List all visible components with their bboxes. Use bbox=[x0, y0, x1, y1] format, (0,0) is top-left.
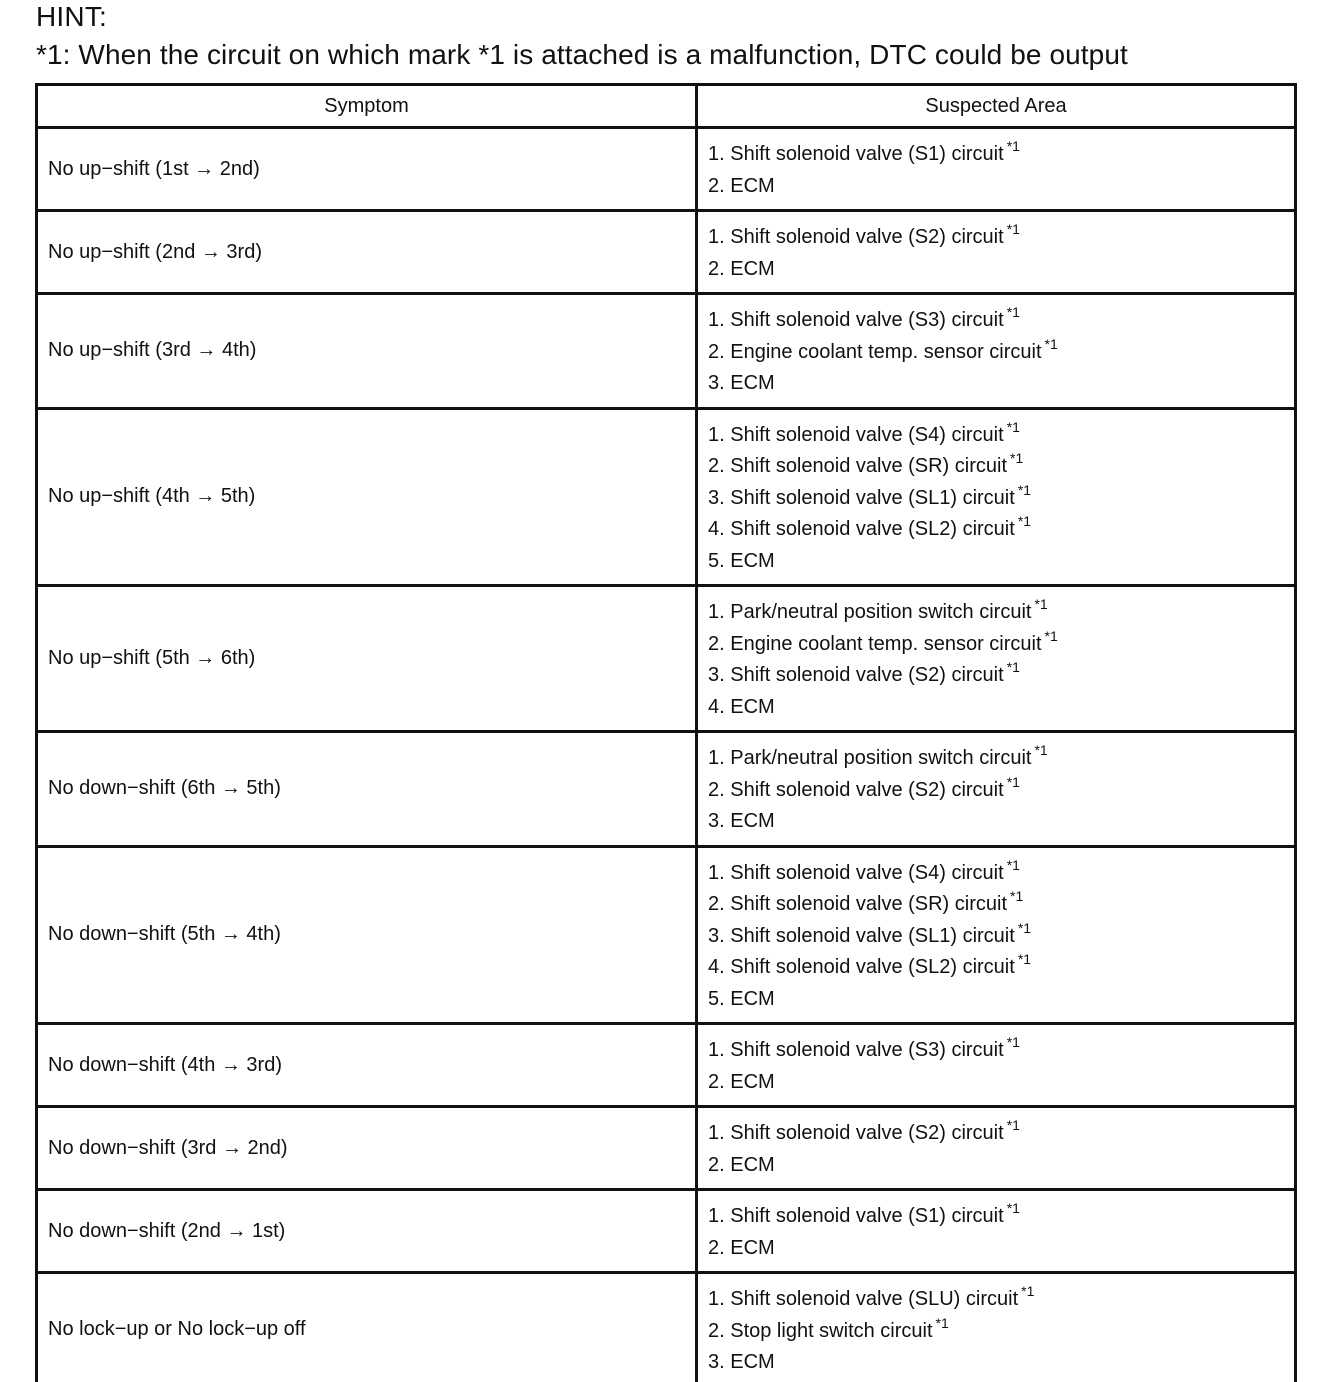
symptom-cell: No up−shift (4th → 5th) bbox=[37, 408, 697, 586]
symptom-cell: No up−shift (5th → 6th) bbox=[37, 586, 697, 732]
table-row bbox=[37, 1107, 1296, 1190]
suspected-area-item bbox=[708, 1284, 1294, 1316]
suspected-area-item bbox=[708, 305, 1294, 337]
suspected-area-item bbox=[708, 1035, 1294, 1067]
header-suspected-area: Suspected Area bbox=[697, 85, 1296, 128]
suspected-area-text: 4. ECM bbox=[708, 695, 775, 718]
suspected-area-item bbox=[708, 368, 1294, 399]
table-header-row bbox=[37, 85, 1296, 128]
suspected-area-text: 3. ECM bbox=[708, 810, 775, 832]
suspected-area-item bbox=[708, 743, 1294, 775]
suspected-area-item bbox=[708, 1067, 1294, 1098]
suspected-area-text: 3. Shift solenoid valve (SL1) circuit bbox=[708, 486, 1015, 509]
suspected-area-text: 1. Shift solenoid valve (S1) circuit bbox=[708, 143, 1004, 165]
suspected-area-cell bbox=[697, 846, 1296, 1024]
symptom-cell: No down−shift (2nd → 1st) bbox=[37, 1190, 697, 1273]
symptom-cell: No up−shift (2nd → 3rd) bbox=[37, 211, 697, 294]
footnote-mark: *1 bbox=[1006, 418, 1020, 435]
footnote-mark: *1 bbox=[1006, 138, 1020, 154]
suspected-area-text: 1. Shift solenoid valve (S2) circuit bbox=[708, 1122, 1004, 1144]
suspected-area-text: 2. ECM bbox=[708, 1153, 775, 1176]
suspected-area-cell bbox=[697, 128, 1296, 211]
footnote-mark: *1 bbox=[935, 1314, 949, 1331]
suspected-area-text: 2. Engine coolant temp. sensor circuit bbox=[708, 632, 1042, 655]
suspected-area-cell bbox=[697, 1107, 1296, 1190]
suspected-area-item bbox=[708, 597, 1294, 629]
table-row bbox=[37, 294, 1296, 409]
symptom-cell: No lock−up or No lock−up off bbox=[37, 1273, 697, 1382]
hint-title: HINT: bbox=[36, 1, 107, 32]
footnote-mark: *1 bbox=[1010, 450, 1024, 466]
suspected-area-text: 2. Shift solenoid valve (SR) circuit bbox=[708, 893, 1008, 915]
footnote-mark: *1 bbox=[1044, 335, 1058, 352]
suspected-area-text: 2. ECM bbox=[708, 1070, 775, 1093]
suspected-area-cell bbox=[697, 586, 1296, 732]
suspected-area-item bbox=[708, 1347, 1294, 1378]
suspected-area-item bbox=[708, 420, 1294, 452]
symptom-cell: No down−shift (6th → 5th) bbox=[37, 732, 697, 847]
suspected-area-text: 5. ECM bbox=[708, 549, 775, 572]
table-row bbox=[37, 732, 1296, 847]
table-row bbox=[37, 128, 1296, 211]
table-row bbox=[37, 1190, 1296, 1273]
symptom-cell: No down−shift (5th → 4th) bbox=[37, 846, 697, 1024]
footnote-mark: *1 bbox=[1017, 951, 1032, 967]
hint-text: *1: When the circuit on which mark *1 is attached is a malfunction, DTC could be output bbox=[36, 39, 1128, 70]
suspected-area-text: 2. ECM bbox=[708, 257, 775, 280]
footnote-mark: *1 bbox=[1034, 742, 1048, 758]
suspected-area-item bbox=[708, 222, 1294, 254]
suspected-area-text: 3. ECM bbox=[708, 1351, 775, 1373]
table-row bbox=[37, 1024, 1296, 1107]
suspected-area-item bbox=[708, 952, 1294, 984]
suspected-area-text: 1. Shift solenoid valve (S3) circuit bbox=[708, 1039, 1004, 1061]
suspected-area-cell bbox=[697, 1024, 1296, 1107]
suspected-area-item bbox=[708, 629, 1294, 661]
suspected-area-text: 2. Shift solenoid valve (S2) circuit bbox=[708, 778, 1004, 801]
suspected-area-item bbox=[708, 1316, 1294, 1348]
table-row bbox=[37, 846, 1296, 1024]
suspected-area-item bbox=[708, 483, 1294, 515]
suspected-area-text: 1. Shift solenoid valve (S4) circuit bbox=[708, 423, 1004, 446]
suspected-area-text: 2. ECM bbox=[708, 1236, 775, 1259]
suspected-area-item bbox=[708, 451, 1294, 483]
suspected-area-item bbox=[708, 514, 1294, 546]
suspected-area-cell bbox=[697, 408, 1296, 586]
suspected-area-item bbox=[708, 858, 1294, 890]
footnote-mark: *1 bbox=[1044, 627, 1058, 644]
suspected-area-text: 1. Shift solenoid valve (S4) circuit bbox=[708, 861, 1004, 884]
symptom-table bbox=[35, 83, 1297, 1382]
suspected-area-cell bbox=[697, 211, 1296, 294]
symptom-cell: No down−shift (4th → 3rd) bbox=[37, 1024, 697, 1107]
suspected-area-text: 1. Shift solenoid valve (SLU) circuit bbox=[708, 1288, 1019, 1310]
table-row bbox=[37, 586, 1296, 732]
suspected-area-cell bbox=[697, 294, 1296, 409]
suspected-area-item bbox=[708, 1150, 1294, 1181]
footnote-mark: *1 bbox=[1006, 1200, 1020, 1216]
suspected-area-text: 5. ECM bbox=[708, 987, 775, 1010]
suspected-area-item bbox=[708, 1201, 1294, 1233]
suspected-area-item bbox=[708, 337, 1294, 369]
suspected-area-item bbox=[708, 806, 1294, 837]
table-row bbox=[37, 1273, 1296, 1382]
header-symptom: Symptom bbox=[37, 85, 697, 128]
footnote-mark: *1 bbox=[1017, 919, 1032, 936]
suspected-area-item bbox=[708, 1233, 1294, 1264]
suspected-area-text: 1. Shift solenoid valve (S3) circuit bbox=[708, 309, 1004, 331]
suspected-area-cell bbox=[697, 732, 1296, 847]
suspected-area-item bbox=[708, 984, 1294, 1015]
footnote-mark: *1 bbox=[1006, 1034, 1020, 1050]
suspected-area-item bbox=[708, 546, 1294, 577]
suspected-area-text: 3. ECM bbox=[708, 372, 775, 394]
footnote-mark: *1 bbox=[1010, 888, 1024, 904]
suspected-area-item bbox=[708, 660, 1294, 692]
footnote-mark: *1 bbox=[1017, 513, 1032, 529]
suspected-area-text: 1. Shift solenoid valve (S2) circuit bbox=[708, 226, 1004, 248]
suspected-area-text: 4. Shift solenoid valve (SL2) circuit bbox=[708, 956, 1015, 978]
footnote-mark: *1 bbox=[1006, 1117, 1020, 1133]
suspected-area-text: 1. Park/neutral position switch circuit bbox=[708, 747, 1032, 769]
footnote-mark: *1 bbox=[1006, 773, 1020, 790]
symptom-cell: No up−shift (1st → 2nd) bbox=[37, 128, 697, 211]
symptom-cell: No down−shift (3rd → 2nd) bbox=[37, 1107, 697, 1190]
footnote-mark: *1 bbox=[1006, 221, 1020, 237]
suspected-area-text: 4. Shift solenoid valve (SL2) circuit bbox=[708, 518, 1015, 540]
suspected-area-item bbox=[708, 692, 1294, 723]
suspected-area-cell bbox=[697, 1190, 1296, 1273]
suspected-area-text: 3. Shift solenoid valve (SL1) circuit bbox=[708, 924, 1015, 947]
suspected-area-item bbox=[708, 1118, 1294, 1150]
table-row bbox=[37, 408, 1296, 586]
symptom-cell: No up−shift (3rd → 4th) bbox=[37, 294, 697, 409]
suspected-area-item bbox=[708, 889, 1294, 921]
table-row bbox=[37, 211, 1296, 294]
suspected-area-item bbox=[708, 775, 1294, 807]
footnote-mark: *1 bbox=[1006, 856, 1020, 873]
suspected-area-text: 2. Shift solenoid valve (SR) circuit bbox=[708, 455, 1008, 477]
table-body bbox=[37, 128, 1296, 1382]
suspected-area-text: 2. Stop light switch circuit bbox=[708, 1319, 933, 1342]
suspected-area-text: 1. Shift solenoid valve (S1) circuit bbox=[708, 1205, 1004, 1227]
suspected-area-text: 3. Shift solenoid valve (S2) circuit bbox=[708, 664, 1004, 686]
footnote-mark: *1 bbox=[1006, 659, 1020, 675]
suspected-area-cell bbox=[697, 1273, 1296, 1382]
suspected-area-item bbox=[708, 139, 1294, 171]
footnote-mark: *1 bbox=[1006, 304, 1020, 320]
suspected-area-item bbox=[708, 171, 1294, 202]
footnote-mark: *1 bbox=[1017, 481, 1032, 498]
suspected-area-text: 2. Engine coolant temp. sensor circuit bbox=[708, 340, 1042, 363]
suspected-area-text: 1. Park/neutral position switch circuit bbox=[708, 601, 1032, 623]
suspected-area-item bbox=[708, 254, 1294, 285]
suspected-area-item bbox=[708, 921, 1294, 953]
footnote-mark: *1 bbox=[1021, 1283, 1035, 1299]
suspected-area-text: 2. ECM bbox=[708, 174, 775, 197]
footnote-mark: *1 bbox=[1034, 596, 1048, 612]
